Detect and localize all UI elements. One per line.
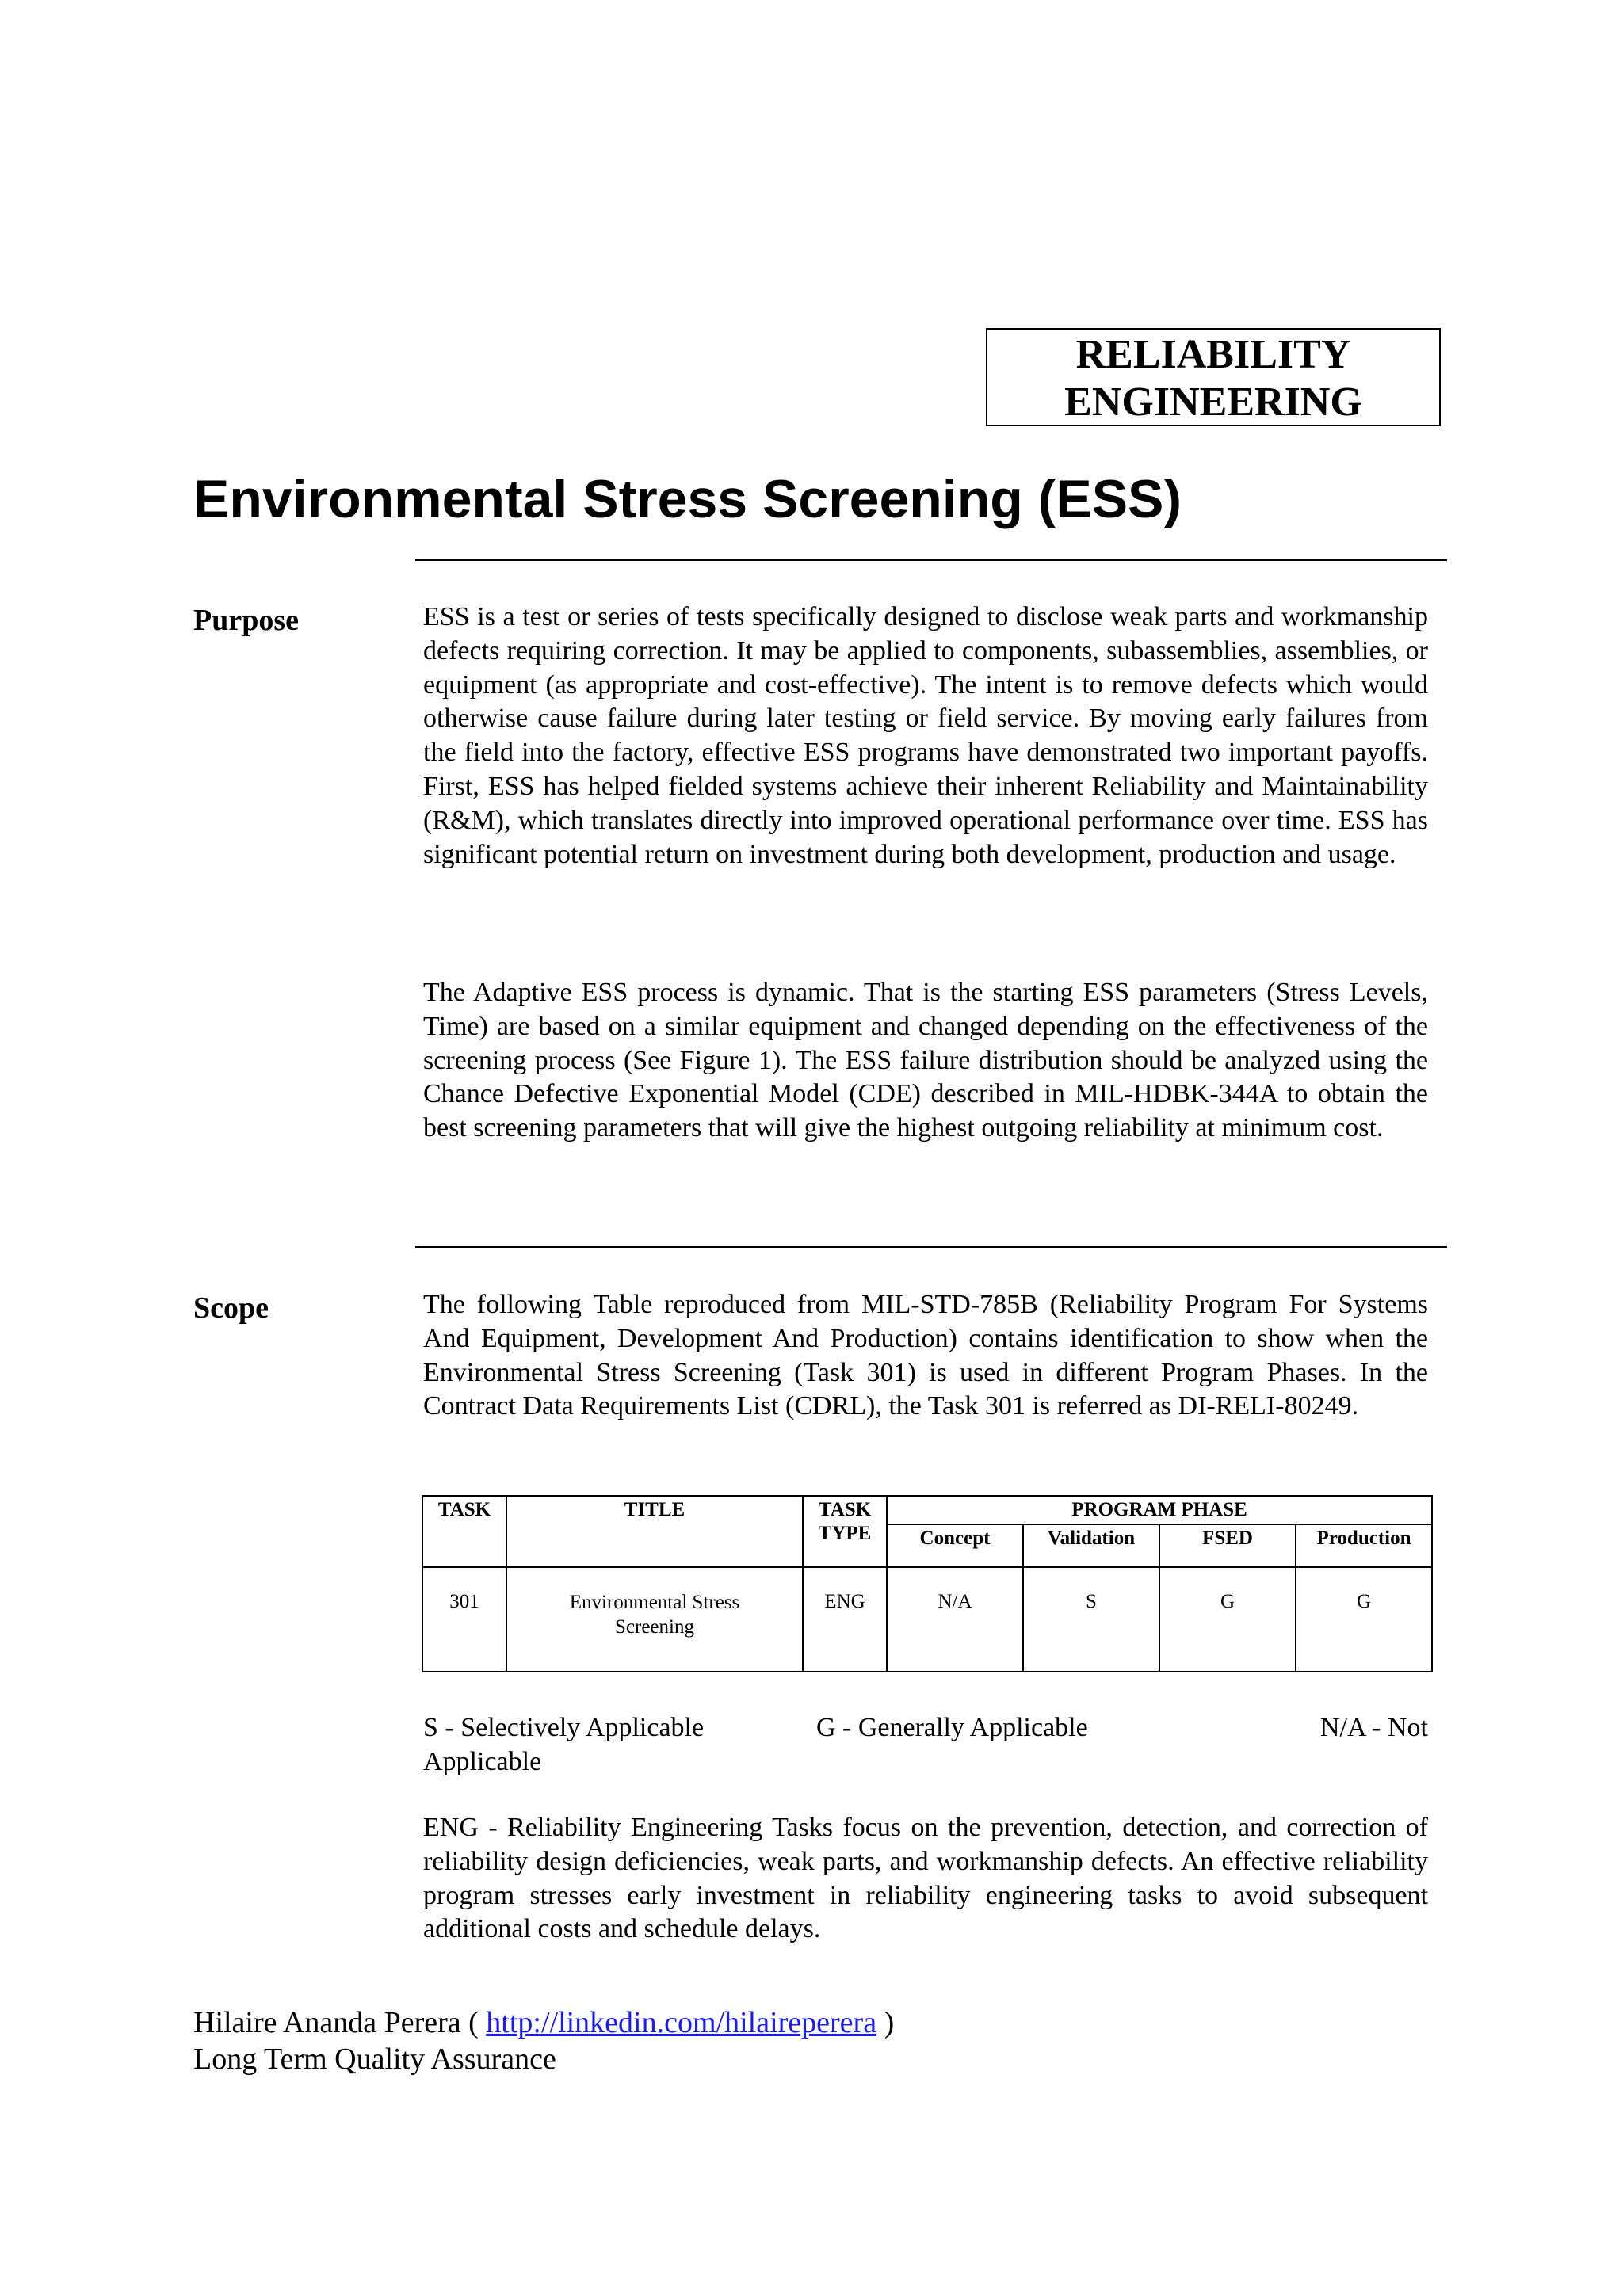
scope-paragraph-1: The following Table reproduced from MIL-STD-785B (Reliability Program For Systems And Equipment, Development And Production) contains identification to show when the Environmental Stress Screening (Task 301) is used in different Program Phases. In the Contract Data Requirements List (CDRL), the Task 301 is referred as DI-RELI-80249. — [423, 1290, 1428, 1421]
section-divider-scope — [415, 1246, 1447, 1248]
badge-line-2: ENGINEERING — [1064, 379, 1362, 425]
header-production: Production — [1296, 1524, 1432, 1567]
page-title: Environmental Stress Screening (ESS) — [193, 469, 1182, 529]
header-program-phase: PROGRAM PHASE — [887, 1496, 1432, 1524]
section-divider-top — [415, 559, 1447, 561]
cell-concept: N/A — [887, 1567, 1023, 1672]
linkedin-link[interactable]: http://linkedin.com/hilaireperera — [486, 2006, 877, 2039]
table-header-row — [422, 1496, 1432, 1524]
purpose-label: Purpose — [193, 604, 299, 637]
author-name: Hilaire Ananda Perera ( — [193, 2006, 487, 2039]
header-validation: Validation — [1023, 1524, 1159, 1567]
header-task-type-line-2: TYPE — [818, 1523, 872, 1544]
cell-title-line-1: Environmental Stress — [569, 1592, 740, 1613]
author-footer — [193, 2004, 894, 2077]
cell-fsed: G — [1159, 1567, 1296, 1672]
cell-type: ENG — [803, 1567, 887, 1672]
scope-paragraph-2: ENG - Reliability Engineering Tasks focus on the prevention, detection, and correction of reliability design deficiencies, weak parts, and workmanship defects. An effective reliability program stresses early investment in reliability engineering tasks to avoid subsequent additional costs and schedule delays. — [423, 1813, 1428, 1944]
table-row — [422, 1567, 1432, 1672]
header-task-type — [803, 1496, 887, 1567]
purpose-paragraph-2: The Adaptive ESS process is dynamic. That is the starting ESS parameters (Stress Levels, Time) are based on a similar equipment and changed depending on the effectiveness of the screening process (See Figure 1). The ESS failure distribution should be analyzed using the Chance Defective Exponential Model (CDE) described in MIL-HDBK-344A to obtain the best screening parameters that will give the highest outgoing reliability at minimum cost. — [423, 978, 1428, 1143]
header-concept: Concept — [887, 1524, 1023, 1567]
badge-line-1: RELIABILITY — [1075, 332, 1351, 377]
cell-production: G — [1296, 1567, 1432, 1672]
legend-not-applicable: N/A - Not — [1320, 1713, 1428, 1742]
category-badge — [986, 328, 1441, 426]
cell-task: 301 — [422, 1567, 506, 1672]
header-fsed: FSED — [1159, 1524, 1296, 1567]
cell-title — [506, 1567, 803, 1672]
header-task: TASK — [422, 1496, 506, 1567]
applicability-legend — [423, 1711, 1428, 1779]
header-title: TITLE — [506, 1496, 803, 1567]
purpose-paragraph-1: ESS is a test or series of tests specifically designed to disclose weak parts and workmanship defects requiring correction. It may be applied to components, subassemblies, assemblies, or equipment (as appropriate and cost-effective). The intent is to remove defects which would otherwise cause failure during later testing or field service. By moving early failures from the field into the factory, effective ESS programs have demonstrated two important payoffs. First, ESS has helped fielded systems achieve their inherent Reliability and Maintainability (R&M), which translates directly into improved operational performance over time. ESS has significant potential return on investment during both development, production and usage. — [423, 602, 1428, 869]
author-suffix: ) — [876, 2006, 895, 2039]
legend-selectively: S - Selectively Applicable — [423, 1713, 705, 1742]
cell-validation: S — [1023, 1567, 1159, 1672]
header-task-type-line-1: TASK — [818, 1499, 872, 1520]
task-table — [422, 1495, 1433, 1672]
author-role: Long Term Quality Assurance — [193, 2042, 556, 2076]
legend-not-applicable-cont: Applicable — [423, 1747, 542, 1776]
legend-generally: G - Generally Applicable — [816, 1713, 1088, 1742]
cell-title-line-2: Screening — [615, 1616, 694, 1638]
author-line — [193, 2004, 894, 2041]
scope-label: Scope — [193, 1291, 269, 1325]
